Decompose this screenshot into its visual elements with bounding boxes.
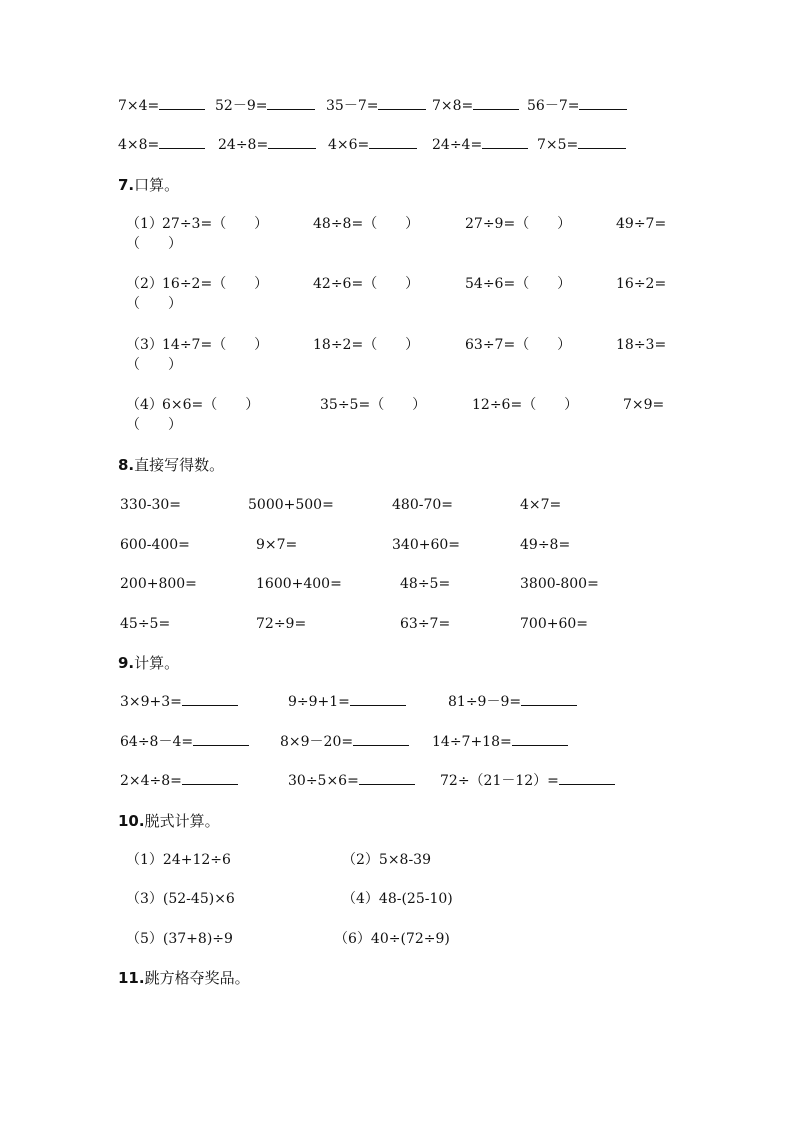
equation: 24÷8=: [218, 136, 316, 154]
direct-item: 340+60=: [392, 537, 460, 553]
section-8-heading: 8.直接写得数。: [118, 456, 225, 474]
oral-item: 42÷6=（ ）: [313, 276, 420, 292]
step-item: （6）40÷(72÷9): [334, 931, 450, 947]
section-11-heading: 11.跳方格夺奖品。: [118, 969, 250, 987]
direct-item: 330-30=: [120, 497, 181, 513]
answer-blank[interactable]: [182, 772, 238, 785]
equation: 35－7=: [326, 97, 426, 115]
oral-item: 18÷2=（ ）: [313, 337, 420, 353]
oral-item: 35÷5=（ ）: [320, 397, 427, 413]
calc-item: 81÷9－9=: [448, 693, 577, 711]
answer-parens[interactable]: （ ）: [522, 397, 579, 413]
answer-parens[interactable]: （ ）: [363, 337, 420, 353]
direct-item: 1600+400=: [256, 576, 342, 592]
answer-blank[interactable]: [579, 97, 627, 110]
answer-parens[interactable]: （ ）: [203, 397, 260, 413]
oral-label: （2）: [126, 276, 163, 292]
equation: 7×4=: [118, 97, 205, 115]
oral-item: 27÷3=（ ）: [162, 216, 269, 232]
step-item: （2）5×8-39: [342, 852, 431, 868]
step-item: （1）24+12÷6: [126, 852, 231, 868]
answer-parens[interactable]: （ ）: [363, 216, 420, 232]
answer-parens[interactable]: （ ）: [515, 337, 572, 353]
step-item: （5）(37+8)÷9: [126, 931, 233, 947]
calc-item: 14÷7+18=: [432, 733, 568, 751]
section-9-heading: 9.计算。: [118, 654, 180, 672]
answer-blank[interactable]: [359, 772, 415, 785]
oral-item: 7×9=: [623, 397, 665, 413]
answer-parens[interactable]: （ ）: [126, 357, 182, 373]
direct-item: 72÷9=: [256, 616, 307, 632]
step-item: （4）48-(25-10): [342, 891, 453, 907]
oral-item: 12÷6=（ ）: [472, 397, 579, 413]
equation: 4×6=: [328, 136, 417, 154]
equation: 52－9=: [215, 97, 315, 115]
direct-item: 48÷5=: [400, 576, 451, 592]
answer-parens[interactable]: （ ）: [212, 337, 269, 353]
calc-item: 72÷（21－12）=: [440, 772, 615, 790]
answer-blank[interactable]: [182, 693, 238, 706]
direct-item: 600-400=: [120, 537, 190, 553]
direct-item: 700+60=: [520, 616, 588, 632]
answer-parens[interactable]: （ ）: [363, 276, 420, 292]
direct-item: 9×7=: [256, 537, 298, 553]
equation: 4×8=: [118, 136, 205, 154]
equation: 7×5=: [537, 136, 626, 154]
oral-item: 18÷3=: [616, 337, 667, 353]
equation: 56－7=: [527, 97, 627, 115]
calc-item: 64÷8－4=: [120, 733, 249, 751]
answer-blank[interactable]: [159, 136, 205, 149]
direct-item: 49÷8=: [520, 537, 571, 553]
oral-label: （4）: [126, 397, 163, 413]
answer-blank[interactable]: [512, 733, 568, 746]
direct-item: 45÷5=: [120, 616, 171, 632]
oral-item: 16÷2=（ ）: [162, 276, 269, 292]
answer-parens[interactable]: （ ）: [370, 397, 427, 413]
answer-blank[interactable]: [473, 97, 519, 110]
oral-label: （1）: [126, 216, 163, 232]
oral-item: 48÷8=（ ）: [313, 216, 420, 232]
answer-parens[interactable]: （ ）: [126, 236, 182, 252]
answer-parens[interactable]: （ ）: [515, 276, 572, 292]
oral-item: 49÷7=: [616, 216, 667, 232]
section-10-heading: 10.脱式计算。: [118, 812, 220, 830]
answer-blank[interactable]: [521, 693, 577, 706]
answer-blank[interactable]: [268, 136, 316, 149]
answer-blank[interactable]: [378, 97, 426, 110]
calc-item: 2×4÷8=: [120, 772, 238, 790]
answer-blank[interactable]: [369, 136, 417, 149]
calc-item: 3×9+3=: [120, 693, 238, 711]
equation: 7×8=: [432, 97, 519, 115]
answer-parens[interactable]: （ ）: [515, 216, 572, 232]
calc-item: 8×9－20=: [280, 733, 409, 751]
answer-parens[interactable]: （ ）: [126, 417, 182, 433]
answer-blank[interactable]: [482, 136, 528, 149]
answer-blank[interactable]: [353, 733, 409, 746]
answer-parens[interactable]: （ ）: [212, 216, 269, 232]
section-7-heading: 7.口算。: [118, 176, 180, 194]
direct-item: 63÷7=: [400, 616, 451, 632]
oral-item: 16÷2=: [616, 276, 667, 292]
answer-blank[interactable]: [559, 772, 615, 785]
answer-blank[interactable]: [159, 97, 205, 110]
oral-item: 63÷7=（ ）: [465, 337, 572, 353]
direct-item: 480-70=: [392, 497, 453, 513]
oral-item: 6×6=（ ）: [162, 397, 260, 413]
direct-item: 4×7=: [520, 497, 562, 513]
equation: 24÷4=: [432, 136, 528, 154]
direct-item: 5000+500=: [248, 497, 334, 513]
oral-label: （3）: [126, 337, 163, 353]
answer-blank[interactable]: [267, 97, 315, 110]
direct-item: 3800-800=: [520, 576, 599, 592]
answer-blank[interactable]: [350, 693, 406, 706]
answer-parens[interactable]: （ ）: [212, 276, 269, 292]
oral-item: 14÷7=（ ）: [162, 337, 269, 353]
calc-item: 30÷5×6=: [288, 772, 415, 790]
answer-parens[interactable]: （ ）: [126, 296, 182, 312]
direct-item: 200+800=: [120, 576, 197, 592]
step-item: （3）(52-45)×6: [126, 891, 235, 907]
calc-item: 9÷9+1=: [288, 693, 406, 711]
oral-item: 54÷6=（ ）: [465, 276, 572, 292]
answer-blank[interactable]: [578, 136, 626, 149]
answer-blank[interactable]: [193, 733, 249, 746]
oral-item: 27÷9=（ ）: [465, 216, 572, 232]
